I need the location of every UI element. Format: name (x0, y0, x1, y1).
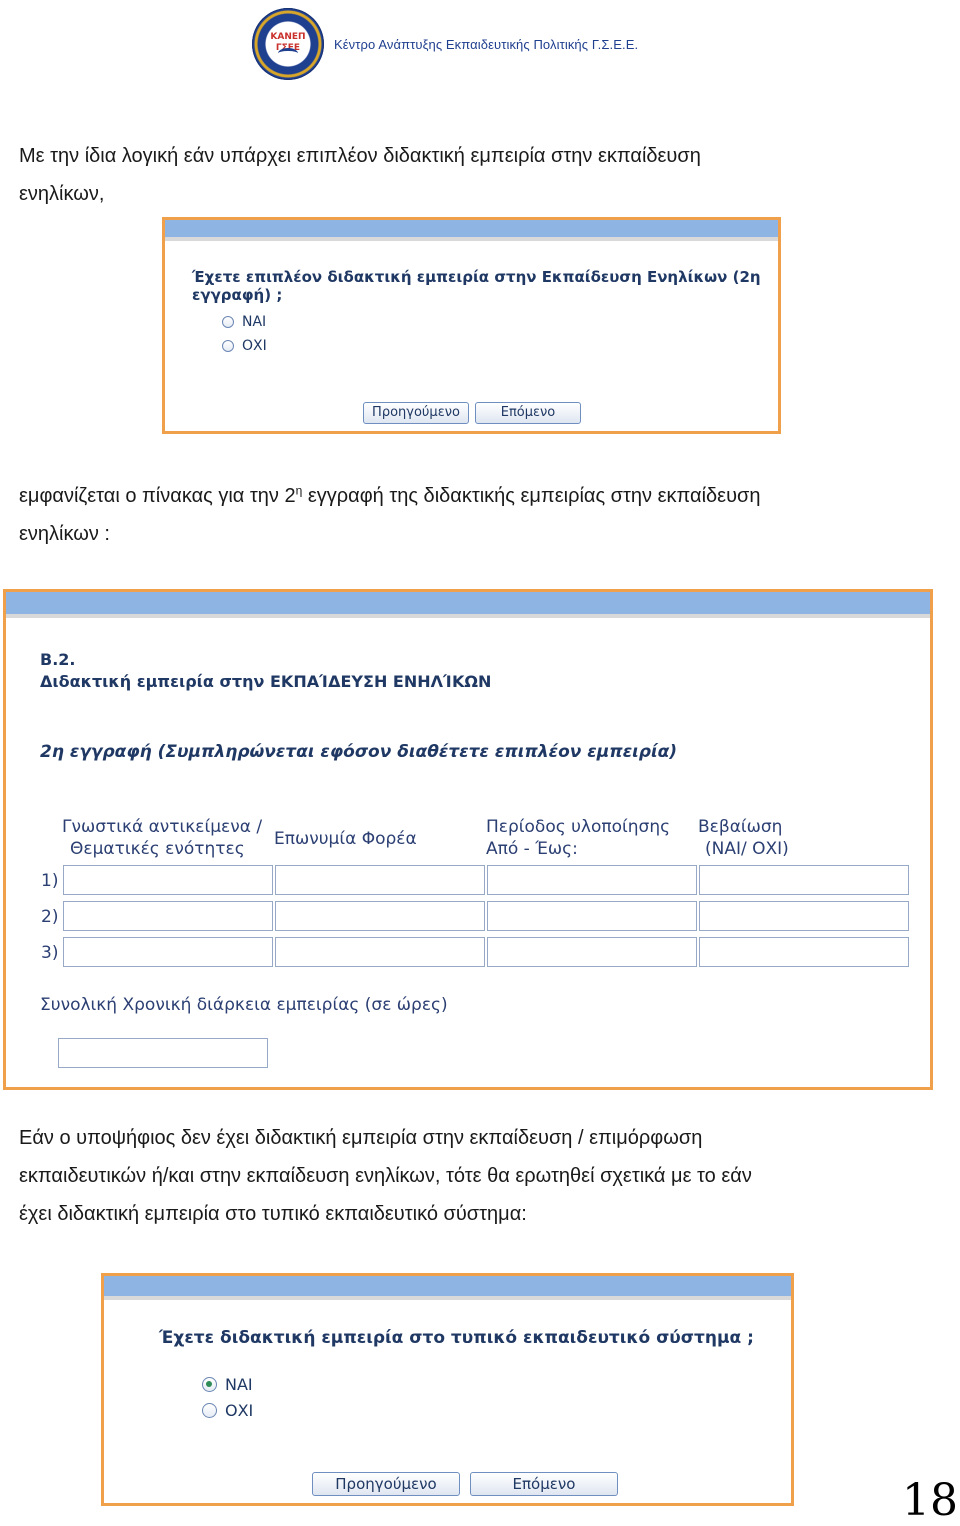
screenshot-second-entry-form (3, 589, 933, 1090)
option-no-label: ΟΧΙ (225, 1401, 254, 1420)
logo-seal-text: ΚΑΝΕΠ ΓΣΕΕ (270, 26, 306, 62)
next-button[interactable]: Επόμενο (470, 1472, 618, 1496)
radio-no[interactable] (222, 340, 234, 352)
row-2-organization-input[interactable] (275, 901, 485, 931)
row-label-2: 2) (41, 907, 59, 927)
paragraph-1-line-2: ενηλίκων, (19, 183, 105, 205)
column-header-period (486, 816, 670, 860)
row-2-subjects-input[interactable] (63, 901, 273, 931)
row-2-period-input[interactable] (487, 901, 697, 931)
column-header-certificate-line-1: Βεβαίωση (698, 817, 783, 837)
paragraph-2-line-1-end: εγγραφή της διδακτικής εμπειρίας στην εκπαίδευση (302, 485, 761, 507)
row-label-3: 3) (41, 943, 59, 963)
row-1-subjects-input[interactable] (63, 865, 273, 895)
row-1-period-input[interactable] (487, 865, 697, 895)
paragraph-1-line-1: Με την ίδια λογική εάν υπάρχει επιπλέον διδακτική εμπειρία στην εκπαίδευση (19, 145, 701, 167)
column-header-subjects-line-2: Θεματικές ενότητες (70, 839, 245, 859)
radio-no[interactable] (202, 1403, 217, 1418)
total-duration-input[interactable] (58, 1038, 268, 1068)
option-no[interactable] (222, 338, 267, 354)
question-label: Έχετε επιπλέον διδακτική εμπειρία στην Εκπαίδευση Ενηλίκων (2η εγγραφή) ; (192, 268, 761, 304)
paragraph-3-line-3: έχει διδακτική εμπειρία στο τυπικό εκπαιδευτικό σύστημα: (19, 1203, 527, 1225)
paragraph-2-superscript: η (295, 483, 303, 498)
column-header-certificate-line-2: (ΝΑΙ/ ΟΧΙ) (705, 839, 789, 859)
paragraph-3 (19, 1119, 919, 1233)
kanep-seal-logo (252, 8, 324, 80)
entry-title: 2η εγγραφή (Συμπληρώνεται εφόσον διαθέτετε επιπλέον εμπειρία) (40, 742, 678, 762)
paragraph-2 (19, 477, 919, 553)
row-2-certificate-input[interactable] (699, 901, 909, 931)
panel-header-bar (6, 592, 930, 618)
column-header-organization-line-1: Επωνυμία Φορέα (274, 829, 417, 849)
option-no[interactable] (202, 1401, 253, 1420)
row-3-period-input[interactable] (487, 937, 697, 967)
column-header-period-line-1: Περίοδος υλοποίησης (486, 817, 671, 837)
paragraph-2-line-1-start: εμφανίζεται ο πίνακας για την 2 (19, 485, 296, 507)
previous-button[interactable]: Προηγούμενο (312, 1472, 460, 1496)
option-no-label: ΟΧΙ (242, 338, 267, 354)
screenshot-formal-education-question (101, 1273, 794, 1506)
option-yes-label: ΝΑΙ (242, 314, 267, 330)
column-header-subjects-line-1: Γνωστικά αντικείμενα / (62, 817, 263, 837)
organization-name: Κέντρο Ανάπτυξης Εκπαιδευτικής Πολιτικής Γ.Σ.Ε.Ε. (334, 36, 639, 52)
total-duration-label: Συνολική Χρονική διάρκεια εμπειρίας (σε ώρες) (40, 995, 448, 1015)
paragraph-3-line-1: Εάν ο υποψήφιος δεν έχει διδακτική εμπειρία στην εκπαίδευση / επιμόρφωση (19, 1127, 703, 1149)
paragraph-1 (19, 137, 919, 213)
screenshot-additional-experience-question (162, 217, 781, 434)
row-label-1: 1) (41, 871, 59, 891)
panel-header-bar (104, 1276, 791, 1300)
option-yes[interactable] (202, 1375, 253, 1394)
book-icon (278, 48, 298, 59)
row-3-certificate-input[interactable] (699, 937, 909, 967)
previous-button[interactable]: Προηγούμενο (363, 402, 469, 424)
column-header-organization (274, 828, 417, 850)
row-1-organization-input[interactable] (275, 865, 485, 895)
question-label: Έχετε διδακτική εμπειρία στο τυπικό εκπαιδευτικό σύστημα ; (159, 1328, 754, 1348)
radio-yes[interactable] (222, 316, 234, 328)
paragraph-3-line-2: εκπαιδευτικών ή/και στην εκπαίδευση ενηλίκων, τότε θα ερωτηθεί σχετικά με το εάν (19, 1165, 752, 1187)
radio-yes-selected[interactable] (202, 1377, 217, 1392)
column-header-subjects (62, 816, 262, 860)
row-3-organization-input[interactable] (275, 937, 485, 967)
next-button[interactable]: Επόμενο (475, 402, 581, 424)
paragraph-2-line-1 (19, 477, 919, 515)
column-header-certificate (698, 816, 789, 860)
paragraph-2-line-2: ενηλίκων : (19, 523, 110, 545)
panel-header-bar (165, 220, 778, 241)
section-title: Διδακτική εμπειρία στην ΕΚΠΑΊΔΕΥΣΗ ΕΝΗΛΊΚΩΝ (40, 672, 492, 691)
option-yes[interactable] (222, 314, 266, 330)
header-logo (252, 6, 638, 82)
section-code: Β.2. (40, 650, 76, 669)
row-3-subjects-input[interactable] (63, 937, 273, 967)
row-1-certificate-input[interactable] (699, 865, 909, 895)
page-number: 18 (902, 1475, 958, 1526)
option-yes-label: ΝΑΙ (225, 1375, 253, 1394)
column-header-period-line-2: Από - Έως: (486, 839, 578, 859)
